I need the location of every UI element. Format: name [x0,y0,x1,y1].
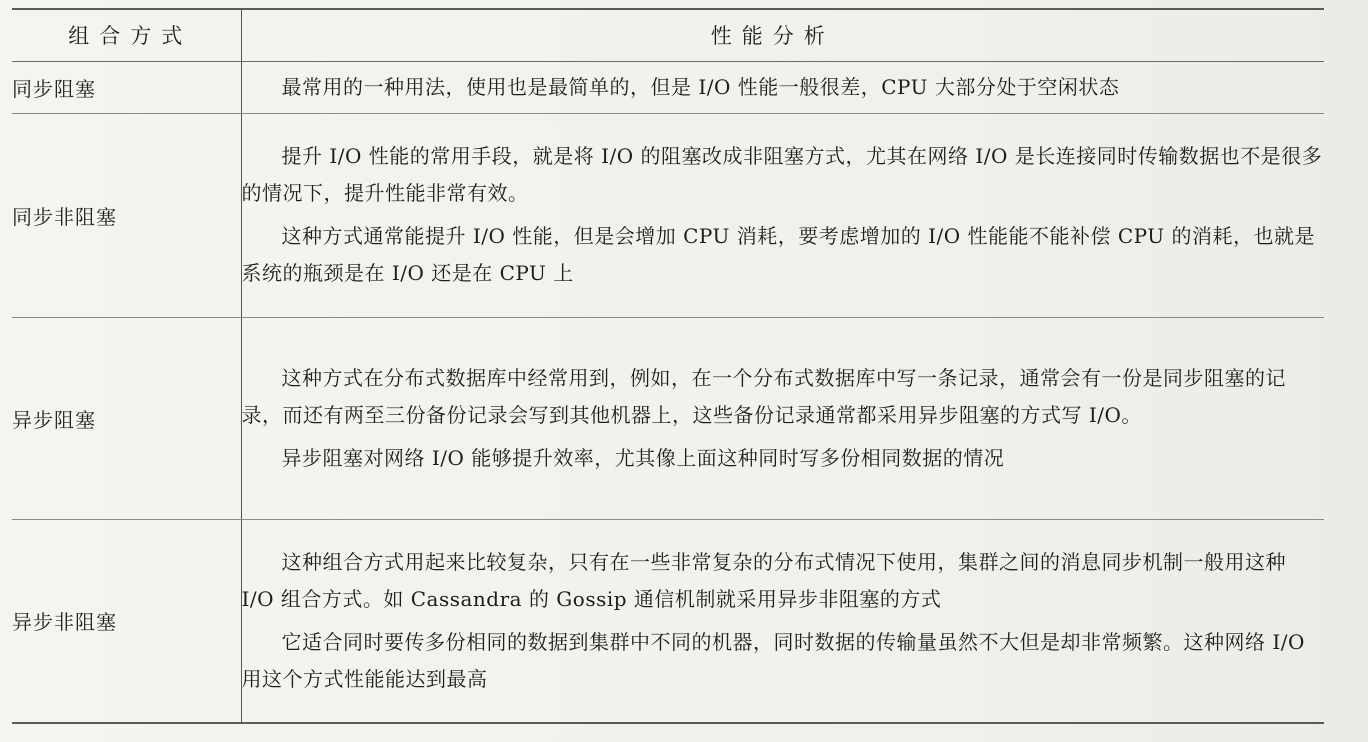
analysis-cell [241,317,1324,519]
analysis-cell [241,519,1324,723]
io-combination-table [12,8,1324,724]
mode-cell: 同步阻塞 [12,61,241,113]
table-row [12,113,1324,317]
table-row [12,317,1324,519]
table-header-row [12,9,1324,61]
analysis-paragraph: 异步阻塞对网络 I/O 能够提升效率，尤其像上面这种同时写多份相同数据的情况 [281,445,1005,470]
analysis-cell [241,113,1324,317]
mode-cell: 同步非阻塞 [12,113,241,317]
analysis-paragraph: 这种方式在分布式数据库中经常用到，例如，在一个分布式数据库中写一条记录，通常会有一份是同步阻塞的记录，而还有两至三份备份记录会写到其他机器上，这些备份记录通常都采用异步阻塞的方式写 I/O。 [241,365,1286,427]
analysis-paragraph: 提升 I/O 性能的常用手段，就是将 I/O 的阻塞改成非阻塞方式，尤其在网络 I/O 是长连接同时传输数据也不是很多的情况下，提升性能非常有效。 [241,144,1323,205]
mode-cell: 异步阻塞 [12,317,241,519]
analysis-paragraph: 最常用的一种用法，使用也是最简单的，但是 I/O 性能一般很差，CPU 大部分处于空闲状态 [281,74,1120,99]
analysis-paragraph: 这种组合方式用起来比较复杂，只有在一些非常复杂的分布式情况下使用，集群之间的消息同步机制一般用这种 I/O 组合方式。如 Cassandra 的 Gossip 通信机制就采用异步非阻塞的方式 [241,549,1286,611]
analysis-paragraph: 这种方式通常能提升 I/O 性能，但是会增加 CPU 消耗，要考虑增加的 I/O 性能能不能补偿 CPU 的消耗，也就是系统的瓶颈是在 I/O 还是在 CPU 上 [241,224,1315,285]
column-header-mode: 组合方式 [12,9,241,61]
column-header-analysis: 性能分析 [241,9,1324,61]
analysis-cell [241,61,1324,113]
analysis-paragraph: 它适合同时要传多份相同的数据到集群中不同的机器，同时数据的传输量虽然不大但是却非常频繁。这种网络 I/O 用这个方式性能能达到最高 [241,629,1305,691]
table-row [12,519,1324,723]
mode-cell: 异步非阻塞 [12,519,241,723]
table-row [12,61,1324,113]
